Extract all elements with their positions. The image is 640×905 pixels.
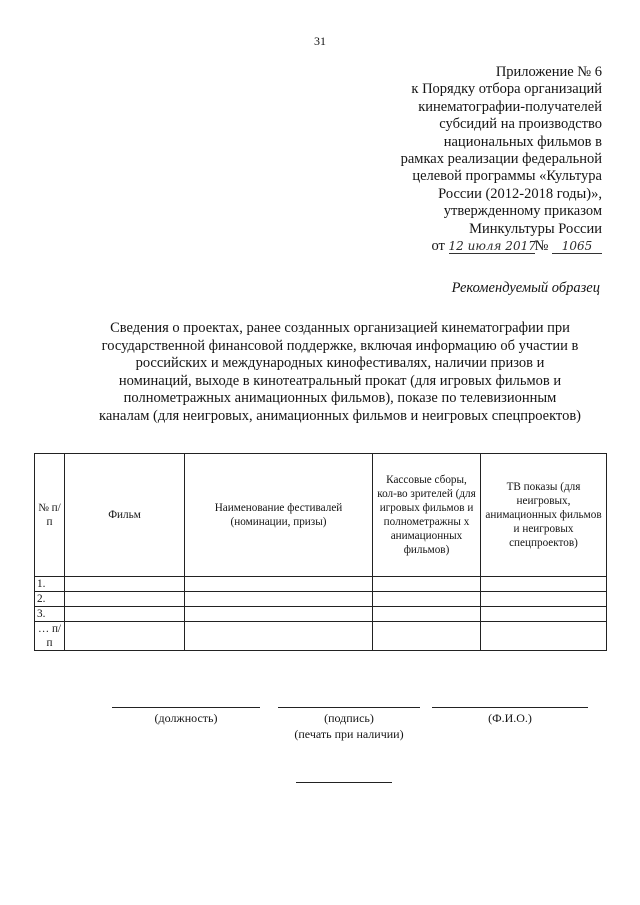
- table-cell: [373, 622, 481, 651]
- date-prefix: от: [431, 238, 445, 255]
- table-cell: [65, 592, 185, 607]
- appendix-line: утвержденному приказом: [443, 203, 602, 220]
- table-cell: [65, 622, 185, 651]
- header-num: № п/п: [35, 454, 65, 577]
- table-cell: [481, 592, 607, 607]
- header-festivals: Наименование фестивалей (номинации, призы): [185, 454, 373, 577]
- table-cell: [185, 592, 373, 607]
- number-label: №: [534, 238, 549, 255]
- signature-line: [278, 707, 420, 708]
- signature-caption: (подпись): [324, 711, 374, 725]
- order-date-line: [342, 238, 602, 255]
- table-header-row: [35, 454, 607, 577]
- table-row: [35, 592, 607, 607]
- table-row: [35, 622, 607, 651]
- page-number: 31: [314, 34, 326, 48]
- table-row: [35, 577, 607, 592]
- appendix-line: Приложение № 6: [495, 64, 602, 80]
- header-box-office: Кассовые сборы, кол-во зрителей (для игровых фильмов и полнометражны х анимационных фильмов): [373, 454, 481, 577]
- table-cell: [373, 607, 481, 622]
- signature-block: [112, 707, 588, 747]
- appendix-header: [342, 64, 602, 255]
- header-film: Фильм: [65, 454, 185, 577]
- table-cell: [481, 577, 607, 592]
- stamp-caption: (печать при наличии): [294, 727, 404, 741]
- row-index: 1.: [35, 577, 65, 592]
- handwritten-number: 1065: [552, 239, 602, 254]
- table-cell: [65, 607, 185, 622]
- appendix-line: национальных фильмов в: [443, 133, 602, 150]
- bottom-divider: [296, 782, 392, 783]
- appendix-line: субсидий на производство: [439, 116, 602, 133]
- row-index: 3.: [35, 607, 65, 622]
- appendix-line: к Порядку отбора организаций: [411, 81, 602, 98]
- table-cell: [373, 577, 481, 592]
- document-title: [86, 320, 594, 426]
- table-cell: [373, 592, 481, 607]
- title-line: российских и международных кинофестивалях, наличии призов и: [135, 355, 545, 372]
- appendix-line: кинематографии-получателей: [418, 98, 602, 115]
- row-index: … п/п: [35, 622, 65, 651]
- appendix-line: рамках реализации федеральной: [400, 151, 602, 168]
- title-line: государственной финансовой поддержке, включая информацию об участии в: [101, 337, 579, 354]
- appendix-line: целевой программы «Культура: [412, 168, 602, 185]
- title-line: номинаций, выходе в кинотеатральный прокат (для игровых фильмов и: [118, 372, 562, 389]
- table-cell: [65, 577, 185, 592]
- handwritten-date: 12 июля 2017: [448, 239, 536, 254]
- table-cell: [185, 622, 373, 651]
- projects-table: [34, 453, 607, 651]
- sample-label: Рекомендуемый образец: [451, 280, 600, 296]
- table-cell: [185, 607, 373, 622]
- appendix-line: России (2012-2018 годы)»,: [438, 185, 602, 202]
- row-index: 2.: [35, 592, 65, 607]
- name-caption: (Ф.И.О.): [488, 711, 532, 725]
- title-line: каналам (для неигровых, анимационных фильмов и неигровых спецпроектов): [99, 407, 581, 424]
- table-row: [35, 607, 607, 622]
- title-line: Сведения о проектах, ранее созданных организацией кинематографии при: [110, 320, 570, 336]
- position-caption: (должность): [154, 711, 218, 725]
- table-cell: [185, 577, 373, 592]
- header-tv: ТВ показы (для неигровых, анимационных фильмов и неигровых спецпроектов): [481, 454, 607, 577]
- table-cell: [481, 607, 607, 622]
- table-cell: [481, 622, 607, 651]
- position-line: [112, 707, 260, 708]
- appendix-line: Минкультуры России: [469, 220, 602, 237]
- name-line: [432, 707, 588, 708]
- title-line: полнометражных анимационных фильмов), показе по телевизионным: [123, 390, 557, 407]
